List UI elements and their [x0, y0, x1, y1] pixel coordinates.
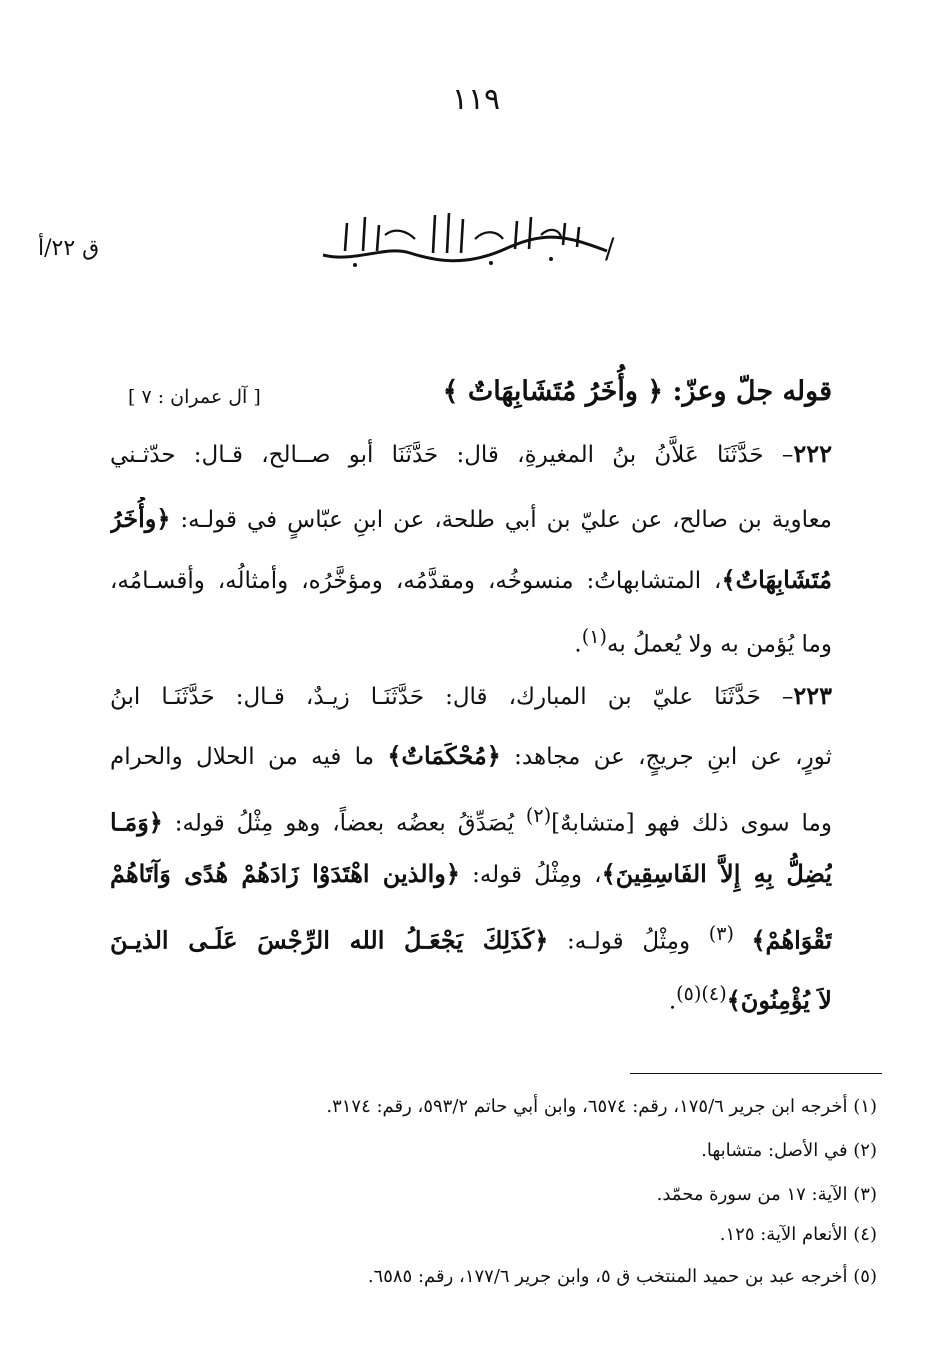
footnote-separator [630, 1073, 882, 1074]
footnote: (١) أخرجه ابن جرير ١٧٥/٦، رقم: ٦٥٧٤، وابن أبي حاتم ٥٩٣/٢، رقم: ٣١٧٤. [326, 1096, 877, 1117]
text-segment: معاوية بن صالح، عن عليّ بن أبي طلحة، عن ابنِ عبّاسٍ في قولـه: [170, 507, 832, 533]
quran-quote: ﴿والذين اهْتَدَوْا زَادَهُمْ هُدًى وَآتَاهُمْ [110, 859, 460, 888]
text-line [110, 852, 832, 896]
footnote: (٣) الآية: ١٧ من سورة محمّد. [656, 1184, 877, 1205]
text-segment: – حَدَّثَنَا عَلاَّنُ بنُ المغيرةِ، قال: حَدَّثَنَا أبو صــالح، قـال: حدّثـني [110, 442, 794, 468]
text-line [110, 734, 832, 778]
footnote-ref: (٣) [708, 922, 752, 945]
footnote-ref: (٤)(٥) [676, 982, 727, 1005]
text-segment: ثورٍ، عن ابنِ جريجٍ، عن مجاهد: [500, 744, 832, 770]
verse-reference: [ آل عمران : ٧ ] [128, 386, 261, 408]
quran-quote: ﴿وَمَـا [110, 807, 163, 837]
text-line [110, 432, 832, 476]
footnote: (٥) أخرجه عبد بن حميد المنتخب ق ٥، وابن جرير ١٧٧/٦، رقم: ٦٥٨٥. [367, 1266, 877, 1287]
hadith-number: ٢٢٢ [793, 439, 832, 468]
footnote-ref: (٢) [525, 804, 552, 827]
quran-quote: لاَ يُؤْمِنُونَ﴾ [726, 985, 832, 1015]
text-segment: وما يُؤمن به ولا يُعملُ به [606, 631, 832, 658]
basmala-mark: / [605, 232, 615, 265]
text-segment: يُصَدِّقُ بعضُه بعضاً، وهو مِثْلُ قوله: [162, 810, 526, 837]
basmala-calligraphy [315, 205, 615, 277]
section-heading-row [110, 376, 832, 426]
text-line [110, 794, 832, 838]
text-segment: . [574, 631, 582, 658]
text-segment: وما سوى ذلك فهو [متشابهٌ] [551, 810, 832, 837]
manuscript-folio-ref: ق ٢٢/أ [38, 236, 100, 261]
text-segment: ، ومِثْلُ قوله: [459, 862, 602, 888]
text-segment: ما فيه من الحلال والحرام [110, 744, 388, 770]
text-line [110, 558, 832, 602]
text-line [110, 674, 832, 718]
section-heading: قوله جلّ وعزّ: ﴿ وأُخَرُ مُتَشَابِهَاتٌ ﴾ [442, 376, 832, 407]
text-line [110, 912, 832, 956]
text-segment: – حَدَّثَنَا عليّ بن المبارك، قال: حَدَّثَنَـا زيـدٌ، قـال: حَدَّثَنَـا ابنُ [110, 684, 794, 710]
quran-quote: ﴿مُحْكَمَاتٌ﴾ [387, 741, 501, 770]
text-line [110, 972, 832, 1016]
quran-quote: مُتَشَابِهَاتٌ﴾ [721, 565, 832, 594]
text-line [110, 497, 832, 541]
hadith-number: ٢٢٣ [793, 681, 832, 710]
quran-quote: ﴿كَذَلِكَ يَجْعَـلُ الله الرِّجْسَ عَلَـى الذيـنَ [110, 925, 549, 955]
footnote: (٢) في الأصل: متشابها. [701, 1140, 877, 1161]
quran-quote: ﴿وأُخَرُ [110, 504, 171, 533]
text-segment: ، المتشابهاتُ: منسوخُه، ومقدَّمُه، ومؤخَّرُه، وأمثالُه، وأقسـامُه، [110, 568, 722, 594]
quran-quote: تَقْوَاهُمْ﴾ [751, 925, 832, 955]
footnote: (٤) الأنعام الآية: ١٢٥. [719, 1224, 877, 1245]
page-number: ١١٩ [451, 82, 501, 117]
text-segment: ومِثْلُ قولـه: [548, 928, 709, 955]
text-segment: . [668, 988, 677, 1015]
quran-quote: يُضِلُّ بِهِ إِلاَّ الفَاسِقِينَ﴾ [601, 859, 832, 888]
footnote-ref: (١) [581, 625, 607, 648]
text-line [110, 615, 832, 659]
